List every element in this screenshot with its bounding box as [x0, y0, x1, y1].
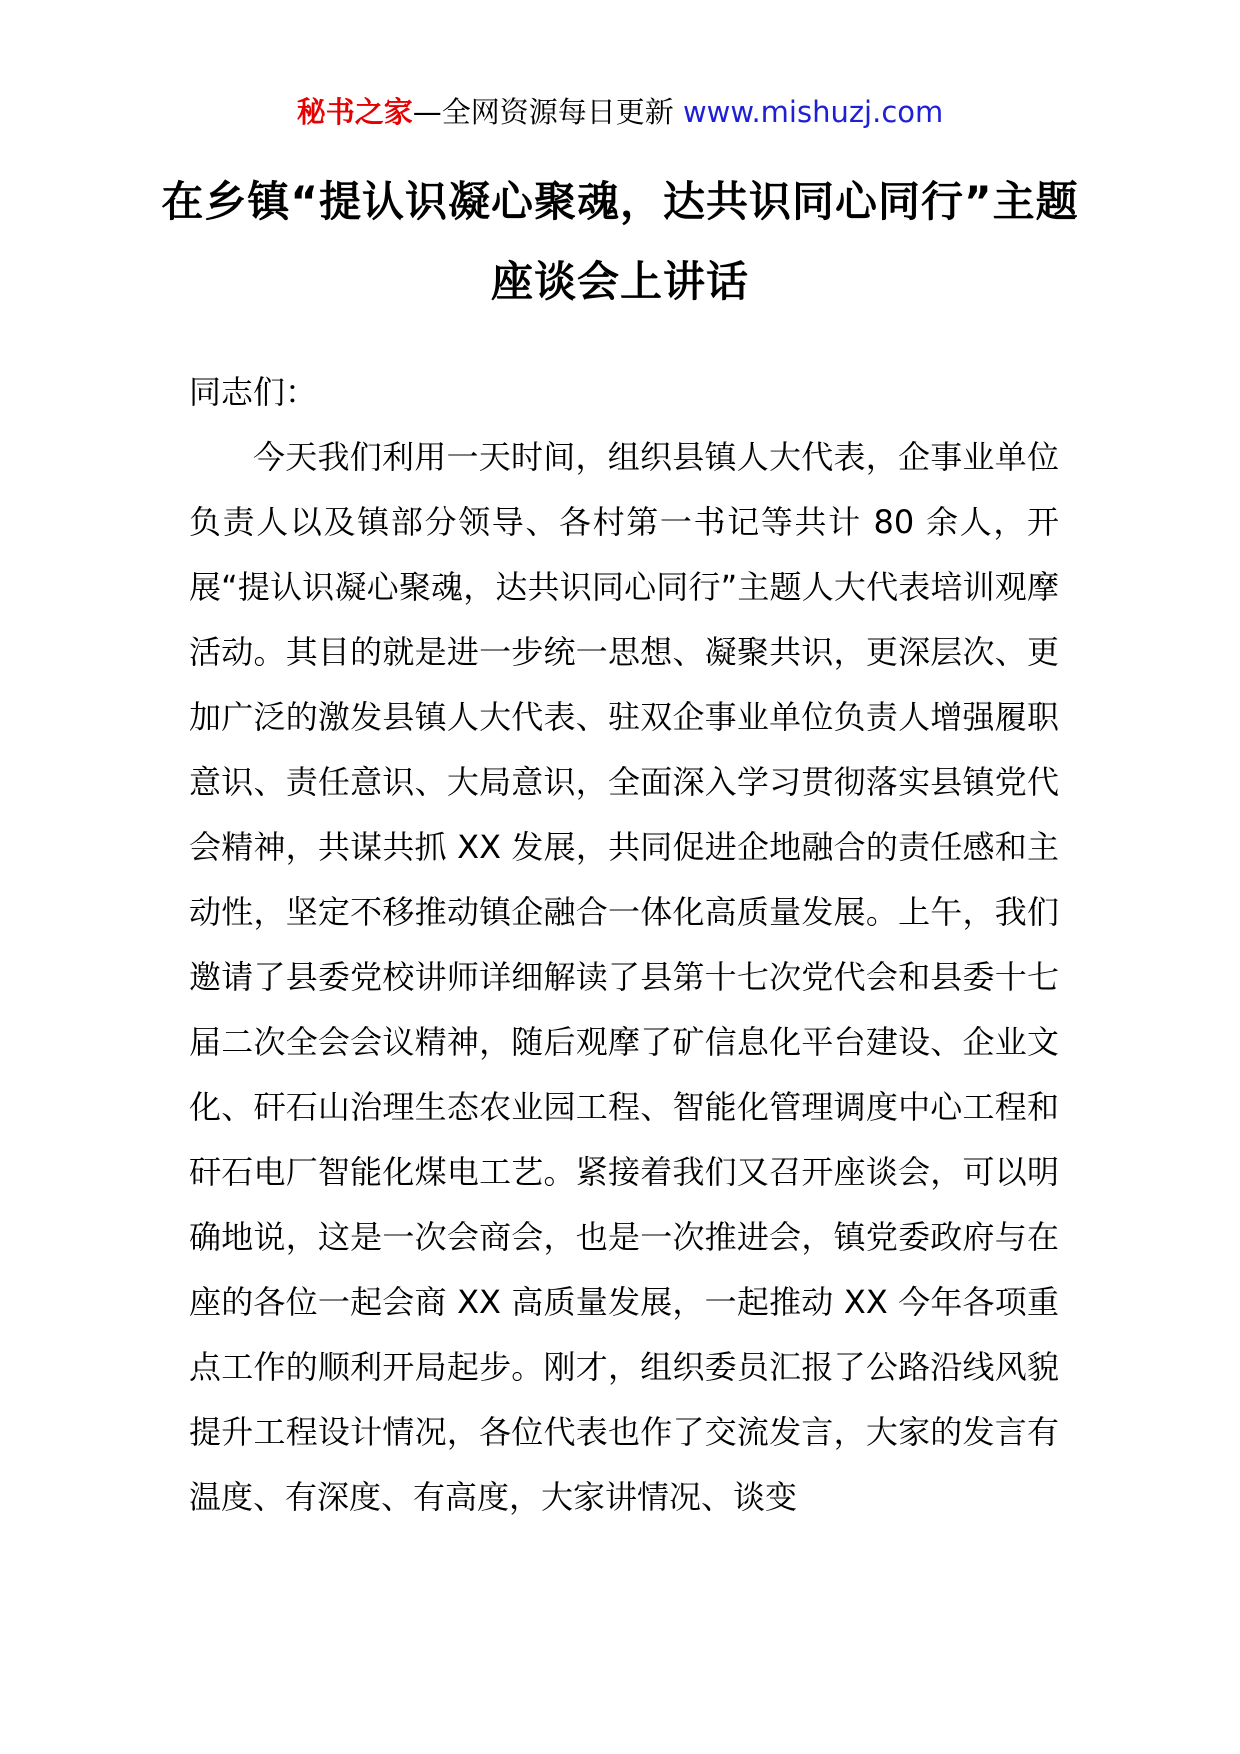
site-url-link[interactable]: www.mishuzj.com — [682, 95, 944, 129]
body-paragraph: 今天我们利用一天时间，组织县镇人大代表，企事业单位负责人以及镇部分领导、各村第一书记等共计 80 余人，开展“提认识凝心聚魂，达共识同心同行”主题人大代表培训观摩活动。其目的就是进一步统一思想、凝聚共识，更深层次、更加广泛的激发县镇人大代表、驻双企事业单位负责人增强履职意识、责任意识、大局意识，全面深入学习贯彻落实县镇党代会精神，共谋共抓 XX 发展，共同促进企地融合的责任感和主动性，坚定不移推动镇企融合一体化高质量发展。上午，我们邀请了县委党校讲师详细解读了县第十七次党代会和县委十七届二次全会会议精神，随后观摩了矿信息化平台建设、企业文化、矸石山治理生态农业园工程、智能化管理调度中心工程和矸石电厂智能化煤电工艺。紧接着我们又召开座谈会，可以明确地说，这是一次会商会，也是一次推进会，镇党委政府与在座的各位一起会商 XX 高质量发展，一起推动 XX 今年各项重点工作的顺利开局起步。刚才，组织委员汇报了公路沿线风貌提升工程设计情况，各位代表也作了交流发言，大家的发言有温度、有深度、有高度，大家讲情况、谈变 — [189, 438, 1059, 1516]
header-tagline: —全网资源每日更新 — [412, 95, 674, 129]
document-title: 在乡镇“提认识凝心聚魂，达共识同心同行”主题座谈会上讲话 — [161, 177, 1079, 306]
greeting: 同志们： — [189, 373, 318, 411]
document-body — [189, 360, 1059, 1530]
site-header — [0, 92, 1240, 132]
brand-name: 秘书之家 — [296, 95, 413, 129]
